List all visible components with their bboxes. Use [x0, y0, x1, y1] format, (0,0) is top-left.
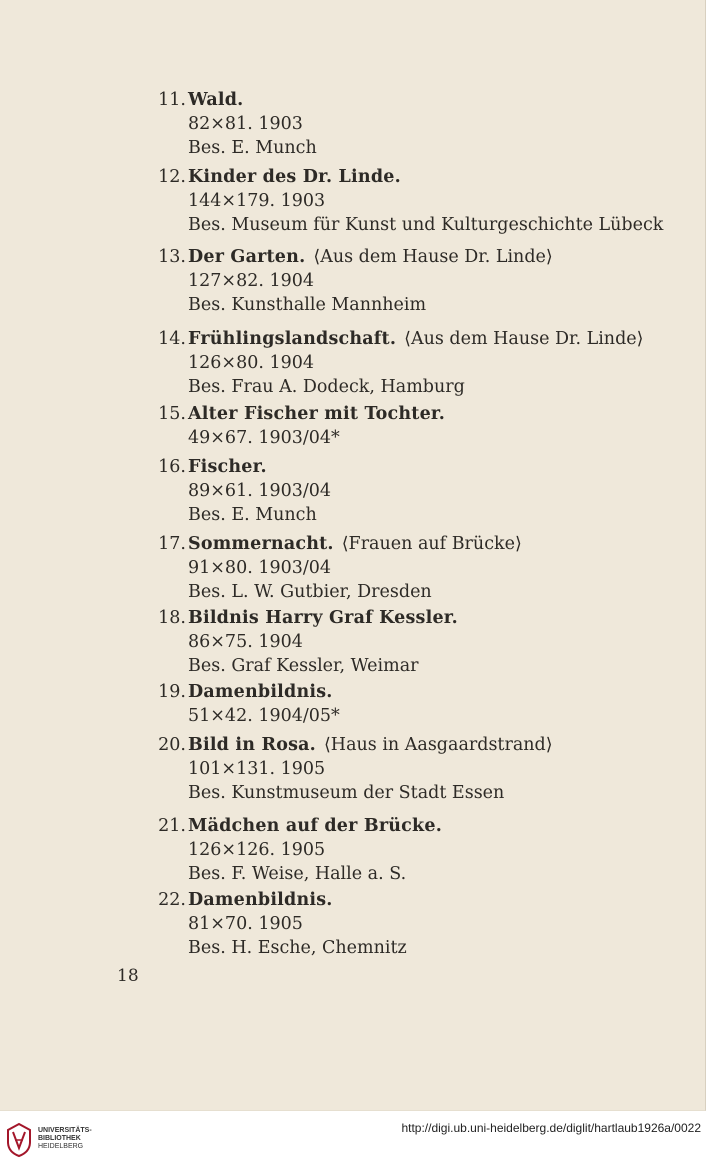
page-number: 18	[117, 966, 139, 986]
entry-number: 11.	[158, 90, 186, 110]
entry-note: ⟨Aus dem Hause Dr. Linde⟩	[404, 329, 644, 349]
logo-line-1: UNIVERSITÄTS-	[38, 1127, 92, 1134]
viewer-footer	[0, 1112, 709, 1166]
entry-number: 14.	[158, 329, 186, 349]
entry-dimensions: 144×179. 1903	[188, 191, 326, 211]
catalog-entry-14	[150, 327, 670, 399]
entry-title: Bildnis Harry Graf Kessler.	[188, 608, 458, 628]
entry-number: 20.	[158, 735, 186, 755]
entry-title: Alter Fischer mit Tochter.	[188, 404, 446, 424]
entry-dimensions: 81×70. 1905	[188, 914, 303, 934]
catalog-entry-12	[150, 165, 670, 237]
entry-note: ⟨Frauen auf Brücke⟩	[341, 534, 522, 554]
entry-number: 17.	[158, 534, 186, 554]
entry-dimensions: 126×80. 1904	[188, 353, 314, 373]
entry-number: 13.	[158, 247, 186, 267]
source-url-link[interactable]: http://digi.ub.uni-heidelberg.de/diglit/hartlaub1926a/0022	[401, 1121, 701, 1135]
entry-title: Kinder des Dr. Linde.	[188, 167, 401, 187]
entry-owner: Bes. E. Munch	[188, 138, 317, 158]
entry-owner: Bes. Frau A. Dodeck, Hamburg	[188, 377, 465, 397]
entry-dimensions: 89×61. 1903/04	[188, 481, 332, 501]
entry-title: Fischer.	[188, 457, 267, 477]
entry-title: Der Garten.	[188, 247, 306, 267]
entry-note: ⟨Haus in Aasgaardstrand⟩	[323, 735, 553, 755]
entry-owner: Bes. Kunsthalle Mannheim	[188, 295, 427, 315]
catalog-entry-18	[150, 606, 670, 678]
library-name	[38, 1127, 92, 1151]
entry-title: Wald.	[188, 90, 244, 110]
entry-dimensions: 86×75. 1904	[188, 632, 303, 652]
entry-title: Damenbildnis.	[188, 682, 333, 702]
entry-owner: Bes. F. Weise, Halle a. S.	[188, 864, 407, 884]
entry-title: Mädchen auf der Brücke.	[188, 816, 442, 836]
entry-number: 18.	[158, 608, 186, 628]
logo-line-2: BIBLIOTHEK	[38, 1135, 81, 1142]
entry-number: 22.	[158, 890, 186, 910]
entry-dimensions: 91×80. 1903/04	[188, 558, 332, 578]
entry-number: 12.	[158, 167, 186, 187]
library-logo[interactable]	[6, 1122, 106, 1158]
entry-dimensions: 49×67. 1903/04*	[188, 428, 340, 448]
catalog-entry-20	[150, 733, 670, 805]
entry-number: 16.	[158, 457, 186, 477]
catalog-entry-16	[150, 455, 670, 527]
catalog-entry-11	[150, 88, 670, 160]
entry-number: 21.	[158, 816, 186, 836]
entry-number: 15.	[158, 404, 186, 424]
entry-dimensions: 127×82. 1904	[188, 271, 314, 291]
entry-owner: Bes. Museum für Kunst und Kulturgeschichte Lübeck	[188, 215, 664, 235]
entry-dimensions: 82×81. 1903	[188, 114, 303, 134]
entry-title: Damenbildnis.	[188, 890, 333, 910]
entry-dimensions: 51×42. 1904/05*	[188, 706, 340, 726]
library-seal-icon	[6, 1122, 32, 1158]
entry-title: Frühlingslandschaft.	[188, 329, 397, 349]
entry-owner: Bes. Graf Kessler, Weimar	[188, 656, 419, 676]
entry-owner: Bes. H. Esche, Chemnitz	[188, 938, 407, 958]
catalog-entry-15	[150, 402, 670, 450]
entry-owner: Bes. E. Munch	[188, 505, 317, 525]
logo-line-3: HEIDELBERG	[38, 1143, 84, 1150]
catalog-entry-13	[150, 245, 670, 317]
entry-owner: Bes. Kunstmuseum der Stadt Essen	[188, 783, 505, 803]
catalog-entry-19	[150, 680, 670, 728]
entry-owner: Bes. L. W. Gutbier, Dresden	[188, 582, 432, 602]
entry-number: 19.	[158, 682, 186, 702]
catalog-entry-17	[150, 532, 670, 604]
entry-title: Bild in Rosa.	[188, 735, 316, 755]
catalog-entry-22	[150, 888, 670, 960]
catalog-entry-21	[150, 814, 670, 886]
entry-title: Sommernacht.	[188, 534, 334, 554]
entry-dimensions: 101×131. 1905	[188, 759, 326, 779]
entry-note: ⟨Aus dem Hause Dr. Linde⟩	[313, 247, 553, 267]
entry-dimensions: 126×126. 1905	[188, 840, 326, 860]
